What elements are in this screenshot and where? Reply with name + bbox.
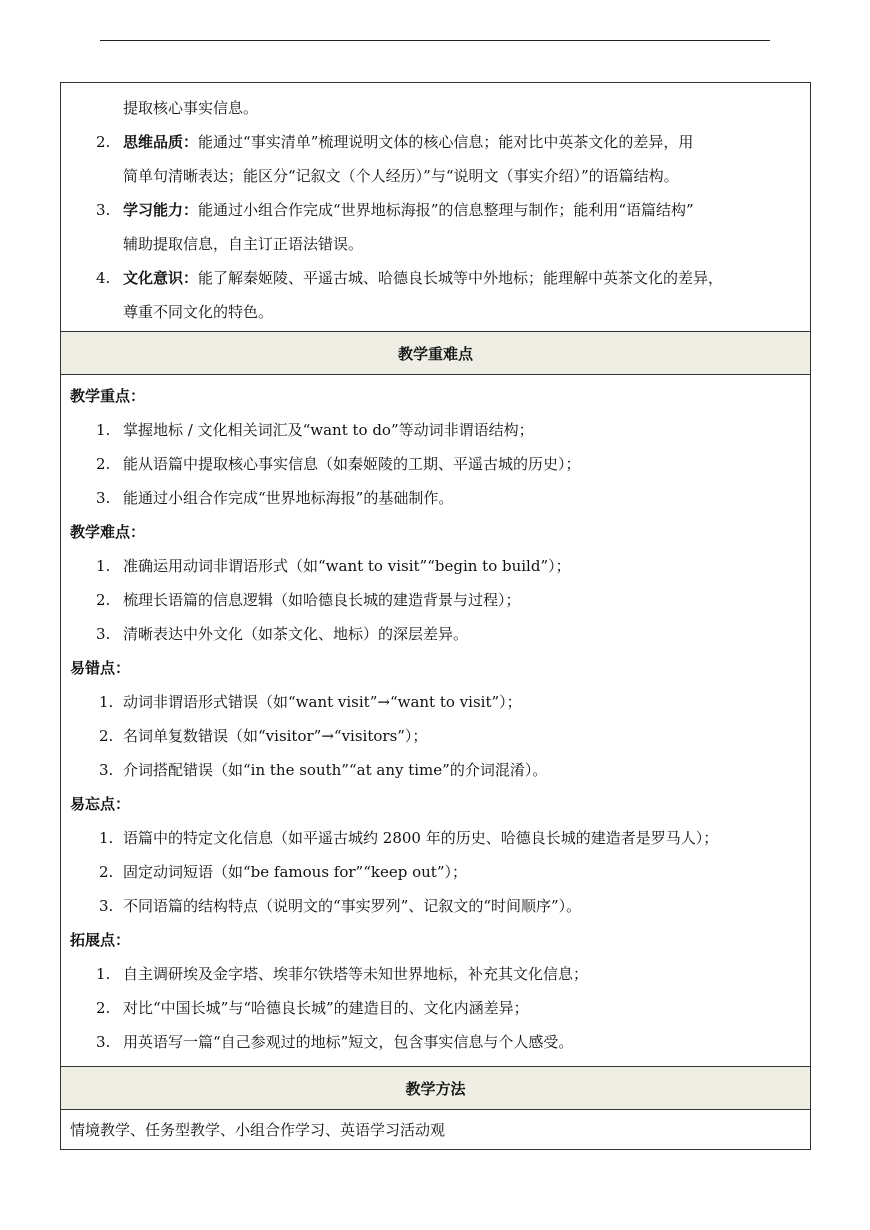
list-item: 1. 动词非谓语形式错误（如“want visit”→“want to visit”）； (99, 693, 522, 711)
objective-text: 能了解秦姬陵、平遥古城、哈德良长城等中外地标；能理解中英茶文化的差异， (198, 269, 724, 287)
list-item: 3. 用英语写一篇“自己参观过的地标”短文，包含事实信息与个人感受。 (96, 1033, 574, 1051)
list-item: 3. 介词搭配错误（如“in the south”“at any time”的介词混淆）。 (99, 761, 548, 779)
objective-text: 能通过小组合作完成“世界地标海报”的信息整理与制作；能利用“语篇结构” (198, 201, 694, 219)
methods-text: 情境教学、任务型教学、小组合作学习、英语学习活动观 (61, 1109, 810, 1149)
objective-label: 思维品质 (123, 133, 184, 151)
objectives-cell (61, 83, 810, 331)
header-rule (100, 40, 770, 41)
list-item: 2. 名词单复数错误（如“visitor”→“visitors”）； (99, 727, 428, 745)
list-item: 2. 对比“中国长城”与“哈德良长城”的建造目的、文化内涵差异； (96, 999, 529, 1017)
list-item: 3. 清晰表达中外文化（如茶文化、地标）的深层差异。 (96, 625, 469, 643)
list-item: 3. 不同语篇的结构特点（说明文的“事实罗列”、记叙文的“时间顺序”）。 (99, 897, 582, 915)
item-number: 3. (96, 201, 111, 219)
lesson-plan-table (60, 82, 811, 1150)
objective-label: 文化意识 (123, 269, 184, 287)
list-item: 1. 掌握地标 / 文化相关词汇及“want to do”等动词非谓语结构； (96, 421, 534, 439)
objective-item: 3. 学习能力：能通过小组合作完成“世界地标海报”的信息整理与制作；能利用“语篇结构” (61, 193, 810, 227)
extension-title: 拓展点： (70, 931, 131, 949)
list-item: 2. 梳理长语篇的信息逻辑（如哈德良长城的建造背景与过程）； (96, 591, 521, 609)
key-points-heading: 教学重难点 (61, 331, 810, 374)
objective-item: 2. 思维品质：能通过“事实清单”梳理说明文体的核心信息；能对比中英茶文化的差异，用 (61, 125, 810, 159)
objective-item: 4. 文化意识：能了解秦姬陵、平遥古城、哈德良长城等中外地标；能理解中英茶文化的差异， (61, 261, 810, 295)
focus-title: 教学重点： (70, 387, 146, 405)
errors-title: 易错点： (70, 659, 131, 677)
list-item: 2. 固定动词短语（如“be famous for”“keep out”）； (99, 863, 467, 881)
list-item: 3. 能通过小组合作完成“世界地标海报”的基础制作。 (96, 489, 454, 507)
item-number: 2. (96, 133, 111, 151)
list-item: 1. 自主调研埃及金字塔、埃菲尔铁塔等未知世界地标，补充其文化信息； (96, 965, 589, 983)
key-points-content (61, 374, 810, 1066)
forget-title: 易忘点： (70, 795, 131, 813)
list-item: 2. 能从语篇中提取核心事实信息（如秦姬陵的工期、平遥古城的历史）； (96, 455, 581, 473)
list-item: 1. 准确运用动词非谓语形式（如“want to visit”“begin to build”）； (96, 557, 571, 575)
objective-continuation: 提取核心事实信息。 (123, 99, 259, 117)
objective-text: 能通过“事实清单”梳理说明文体的核心信息；能对比中英茶文化的差异，用 (198, 133, 694, 151)
objective-text-cont: 简单句清晰表达；能区分“记叙文（个人经历）”与“说明文（事实介绍）”的语篇结构。 (123, 167, 679, 185)
objective-text-cont: 尊重不同文化的特色。 (123, 303, 274, 321)
item-number: 4. (96, 269, 111, 287)
difficulty-title: 教学难点： (70, 523, 146, 541)
methods-heading: 教学方法 (61, 1066, 810, 1109)
objective-text-cont: 辅助提取信息，自主订正语法错误。 (123, 235, 364, 253)
objective-label: 学习能力 (123, 201, 184, 219)
list-item: 1. 语篇中的特定文化信息（如平遥古城约 2800 年的历史、哈德良长城的建造者是罗马人）； (99, 829, 719, 847)
